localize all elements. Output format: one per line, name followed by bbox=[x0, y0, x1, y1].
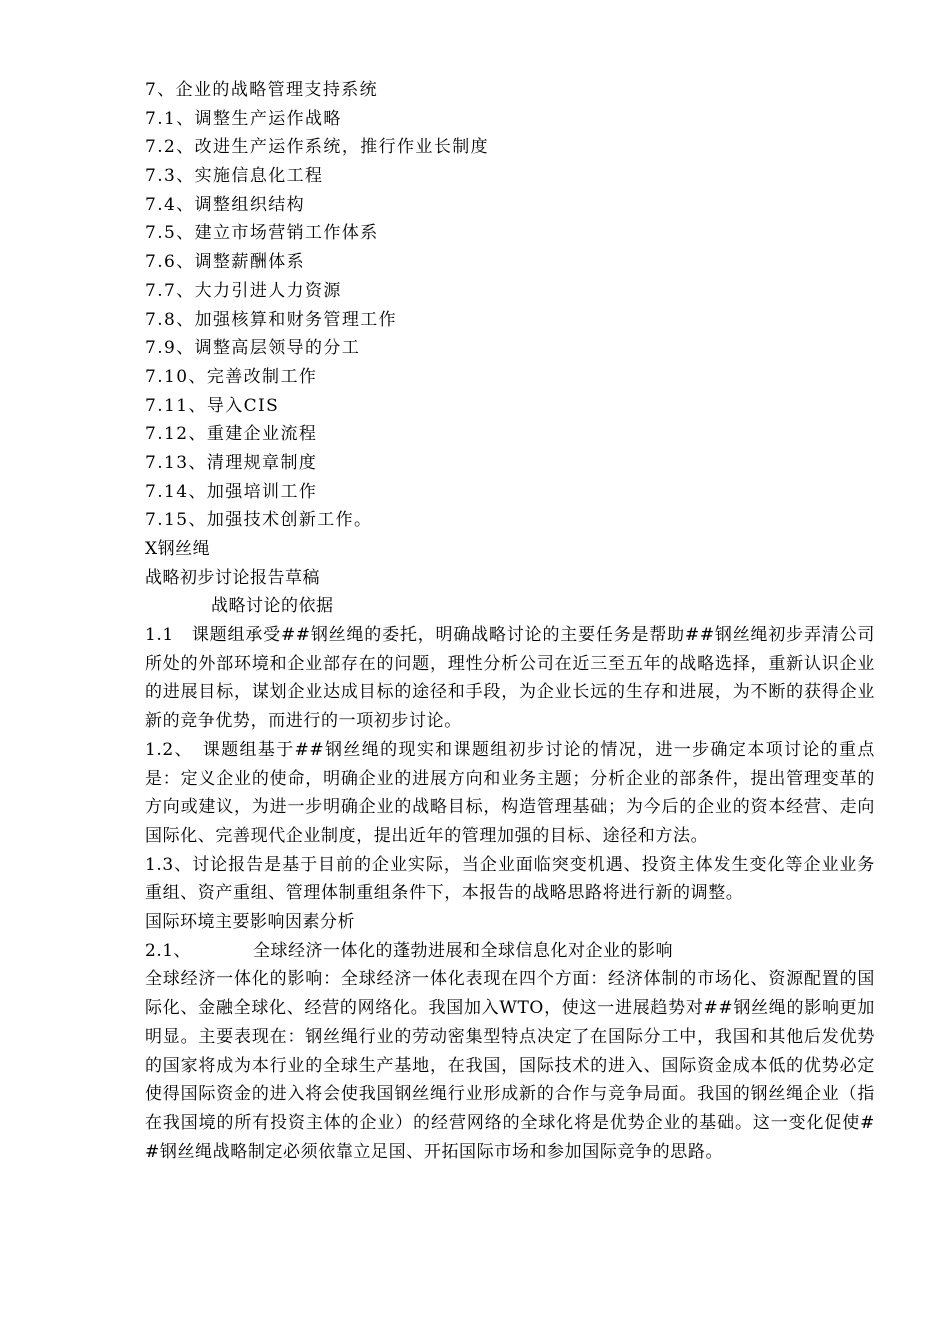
section-2-1-title: 全球经济一体化的蓬勃进展和全球信息化对企业的影响 bbox=[253, 940, 674, 961]
list-item: 7.8、加强核算和财务管理工作 bbox=[145, 309, 398, 330]
list-item: 7.6、调整薪酬体系 bbox=[145, 252, 306, 273]
list-item: 7.9、调整高层领导的分工 bbox=[145, 338, 361, 359]
list-item: 7.14、加强培训工作 bbox=[145, 481, 318, 502]
section-2-1-heading bbox=[145, 937, 875, 966]
list-item: 7.13、清理规章制度 bbox=[145, 452, 318, 473]
list-item: 7.1、调整生产运作战略 bbox=[145, 108, 342, 129]
list-item: 7.15、加强技术创新工作。 bbox=[145, 510, 373, 531]
section-7-title: 7、企业的战略管理支持系统 bbox=[145, 80, 379, 100]
list-item: 7.2、改进生产运作系统，推行作业长制度 bbox=[145, 137, 490, 158]
company-name: X钢丝绳 bbox=[145, 539, 211, 559]
report-title: 战略初步讨论报告草稿 bbox=[145, 567, 320, 588]
paragraph-1-3: 1.3、讨论报告是基于目前的企业实际，当企业面临突变机遇、投资主体发生变化等企业业务重组、资产重组、管理体制重组条件下，本报告的战略思路将进行新的调整。 bbox=[145, 854, 875, 904]
section-2-heading: 国际环境主要影响因素分析 bbox=[145, 912, 355, 933]
list-item: 7.5、建立市场营销工作体系 bbox=[145, 223, 379, 244]
section-1-heading: 战略讨论的依据 bbox=[211, 596, 334, 617]
list-item: 7.3、实施信息化工程 bbox=[145, 166, 324, 187]
list-item: 7.10、完善改制工作 bbox=[145, 366, 318, 387]
list-item: 7.12、重建企业流程 bbox=[145, 424, 318, 445]
section-2-1-number: 2.1、 bbox=[145, 940, 192, 961]
document-body bbox=[145, 76, 875, 1166]
paragraph-2-1: 全球经济一体化的影响：全球经济一体化表现在四个方面：经济体制的市场化、资源配置的国际化、金融全球化、经营的网络化。我国加入WTO，使这一进展趋势对##钢丝绳的影响更加明显。主要表现在：钢丝绳行业的劳动密集型特点决定了在国际分工中，我国和其他后发优势的国家将成为本行业的全球生产基地，在我国，国际技术的进入、国际资金成本低的优势必定使得国际资金的进入将会使我国钢丝绳行业形成新的合作与竞争局面。我国的钢丝绳企业（指在我国境的所有投资主体的企业）的经营网络的全球化将是优势企业的基础。这一变化促使##钢丝绳战略制定必须依靠立足国、开拓国际市场和参加国际竞争的思路。 bbox=[145, 969, 875, 1162]
paragraph-1-1: 1.1 课题组承受##钢丝绳的委托，明确战略讨论的主要任务是帮助##钢丝绳初步弄清公司所处的外部环境和企业部存在的问题，理性分析公司在近三至五年的战略选择，重新认识企业的进展目标，谋划企业达成目标的途径和手段，为企业长远的生存和进展，为不断的获得企业新的竞争优势，而进行的一项初步讨论。 bbox=[145, 625, 875, 732]
paragraph-1-2: 1.2、 课题组基于##钢丝绳的现实和课题组初步讨论的情况，进一步确定本项讨论的重点是：定义企业的使命，明确企业的进展方向和业务主题；分析企业的部条件，提出管理变革的方向或建议，为进一步明确企业的战略目标，构造管理基础；为今后的企业的资本经营、走向国际化、完善现代企业制度，提出近年的管理加强的目标、途径和方法。 bbox=[145, 739, 875, 846]
list-item: 7.11、导入CIS bbox=[145, 395, 280, 416]
list-item: 7.4、调整组织结构 bbox=[145, 194, 306, 215]
list-item: 7.7、大力引进人力资源 bbox=[145, 280, 342, 301]
